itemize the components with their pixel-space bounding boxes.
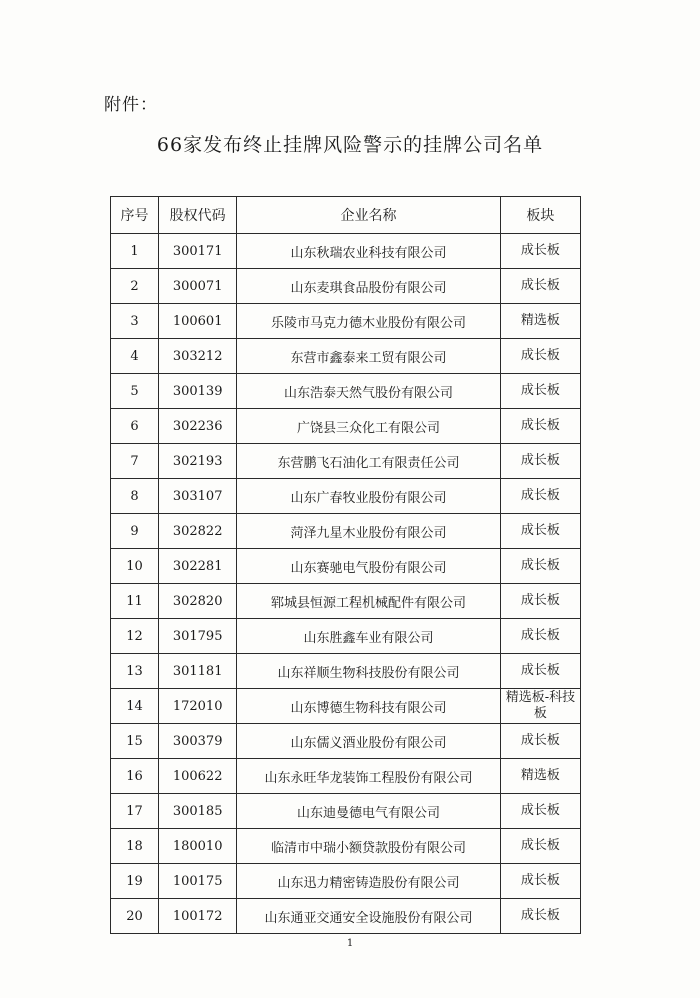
cell-company-name: 山东浩泰天然气股份有限公司 [237, 374, 501, 409]
cell-seq: 9 [111, 514, 159, 549]
page-number: 1 [346, 938, 354, 949]
cell-code: 100622 [159, 759, 237, 794]
cell-code: 303107 [159, 479, 237, 514]
cell-company-name: 山东儒义酒业股份有限公司 [237, 724, 501, 759]
cell-seq: 3 [111, 304, 159, 339]
cell-seq: 18 [111, 829, 159, 864]
cell-company-name: 山东迪曼德电气有限公司 [237, 794, 501, 829]
cell-seq: 2 [111, 269, 159, 304]
cell-code: 180010 [159, 829, 237, 864]
table-row [111, 444, 581, 479]
cell-seq: 20 [111, 899, 159, 934]
cell-code: 303212 [159, 339, 237, 374]
header-seq: 序号 [111, 197, 159, 234]
cell-seq: 8 [111, 479, 159, 514]
cell-code: 300071 [159, 269, 237, 304]
cell-company-name: 东营鹏飞石油化工有限责任公司 [237, 444, 501, 479]
cell-seq: 17 [111, 794, 159, 829]
cell-board: 成长板 [500, 374, 580, 409]
cell-seq: 11 [111, 584, 159, 619]
table-row [111, 514, 581, 549]
cell-code: 302820 [159, 584, 237, 619]
cell-seq: 19 [111, 864, 159, 899]
cell-board: 成长板 [500, 794, 580, 829]
cell-code: 100172 [159, 899, 237, 934]
cell-seq: 15 [111, 724, 159, 759]
cell-seq: 13 [111, 654, 159, 689]
table-row [111, 374, 581, 409]
table-row [111, 234, 581, 269]
cell-board: 成长板 [500, 549, 580, 584]
cell-seq: 5 [111, 374, 159, 409]
cell-code: 300139 [159, 374, 237, 409]
company-table [110, 196, 581, 934]
document-title: 66家发布终止挂牌风险警示的挂牌公司名单 [156, 134, 544, 156]
cell-company-name: 山东永旺华龙装饰工程股份有限公司 [237, 759, 501, 794]
cell-company-name: 山东通亚交通安全设施股份有限公司 [237, 899, 501, 934]
cell-company-name: 山东博德生物科技有限公司 [237, 689, 501, 724]
cell-code: 302822 [159, 514, 237, 549]
cell-board: 成长板 [500, 479, 580, 514]
header-code: 股权代码 [159, 197, 237, 234]
table-row [111, 339, 581, 374]
table-row [111, 829, 581, 864]
cell-seq: 7 [111, 444, 159, 479]
header-name: 企业名称 [237, 197, 501, 234]
cell-board: 成长板 [500, 444, 580, 479]
cell-board: 成长板 [500, 234, 580, 269]
table-row [111, 304, 581, 339]
cell-board: 成长板 [500, 409, 580, 444]
table-row [111, 759, 581, 794]
cell-board: 成长板 [500, 339, 580, 374]
table-row [111, 794, 581, 829]
cell-board: 精选板 [500, 759, 580, 794]
cell-seq: 12 [111, 619, 159, 654]
cell-company-name: 山东胜鑫车业有限公司 [237, 619, 501, 654]
cell-company-name: 临清市中瑞小额贷款股份有限公司 [237, 829, 501, 864]
cell-seq: 6 [111, 409, 159, 444]
table-row [111, 899, 581, 934]
cell-seq: 1 [111, 234, 159, 269]
cell-company-name: 山东广春牧业股份有限公司 [237, 479, 501, 514]
cell-company-name: 山东麦琪食品股份有限公司 [237, 269, 501, 304]
table-row [111, 654, 581, 689]
cell-board: 成长板 [500, 724, 580, 759]
table-row [111, 479, 581, 514]
table-row [111, 269, 581, 304]
table-row [111, 864, 581, 899]
cell-board: 成长板 [500, 864, 580, 899]
header-board: 板块 [500, 197, 580, 234]
cell-code: 300379 [159, 724, 237, 759]
cell-company-name: 菏泽九星木业股份有限公司 [237, 514, 501, 549]
cell-board: 成长板 [500, 269, 580, 304]
table-row [111, 619, 581, 654]
cell-company-name: 乐陵市马克力德木业股份有限公司 [237, 304, 501, 339]
cell-seq: 14 [111, 689, 159, 724]
cell-code: 302281 [159, 549, 237, 584]
cell-board: 成长板 [500, 654, 580, 689]
cell-board: 成长板 [500, 619, 580, 654]
table-row [111, 409, 581, 444]
cell-code: 301795 [159, 619, 237, 654]
table-row [111, 724, 581, 759]
cell-code: 300171 [159, 234, 237, 269]
cell-code: 100175 [159, 864, 237, 899]
cell-board: 精选板-科技板 [500, 689, 580, 724]
cell-company-name: 山东赛驰电气股份有限公司 [237, 549, 501, 584]
cell-seq: 4 [111, 339, 159, 374]
cell-board: 成长板 [500, 829, 580, 864]
cell-company-name: 郓城县恒源工程机械配件有限公司 [237, 584, 501, 619]
cell-seq: 10 [111, 549, 159, 584]
cell-code: 301181 [159, 654, 237, 689]
table-row [111, 584, 581, 619]
cell-company-name: 广饶县三众化工有限公司 [237, 409, 501, 444]
table-row [111, 689, 581, 724]
cell-code: 172010 [159, 689, 237, 724]
cell-company-name: 东营市鑫泰来工贸有限公司 [237, 339, 501, 374]
cell-seq: 16 [111, 759, 159, 794]
cell-board: 精选板 [500, 304, 580, 339]
cell-board: 成长板 [500, 899, 580, 934]
cell-code: 100601 [159, 304, 237, 339]
cell-code: 302193 [159, 444, 237, 479]
cell-code: 302236 [159, 409, 237, 444]
cell-code: 300185 [159, 794, 237, 829]
cell-board: 成长板 [500, 584, 580, 619]
table-header-row [111, 197, 581, 234]
cell-company-name: 山东迅力精密铸造股份有限公司 [237, 864, 501, 899]
cell-company-name: 山东祥顺生物科技股份有限公司 [237, 654, 501, 689]
cell-company-name: 山东秋瑞农业科技有限公司 [237, 234, 501, 269]
table-row [111, 549, 581, 584]
attachment-label: 附件： [104, 95, 158, 115]
cell-board: 成长板 [500, 514, 580, 549]
